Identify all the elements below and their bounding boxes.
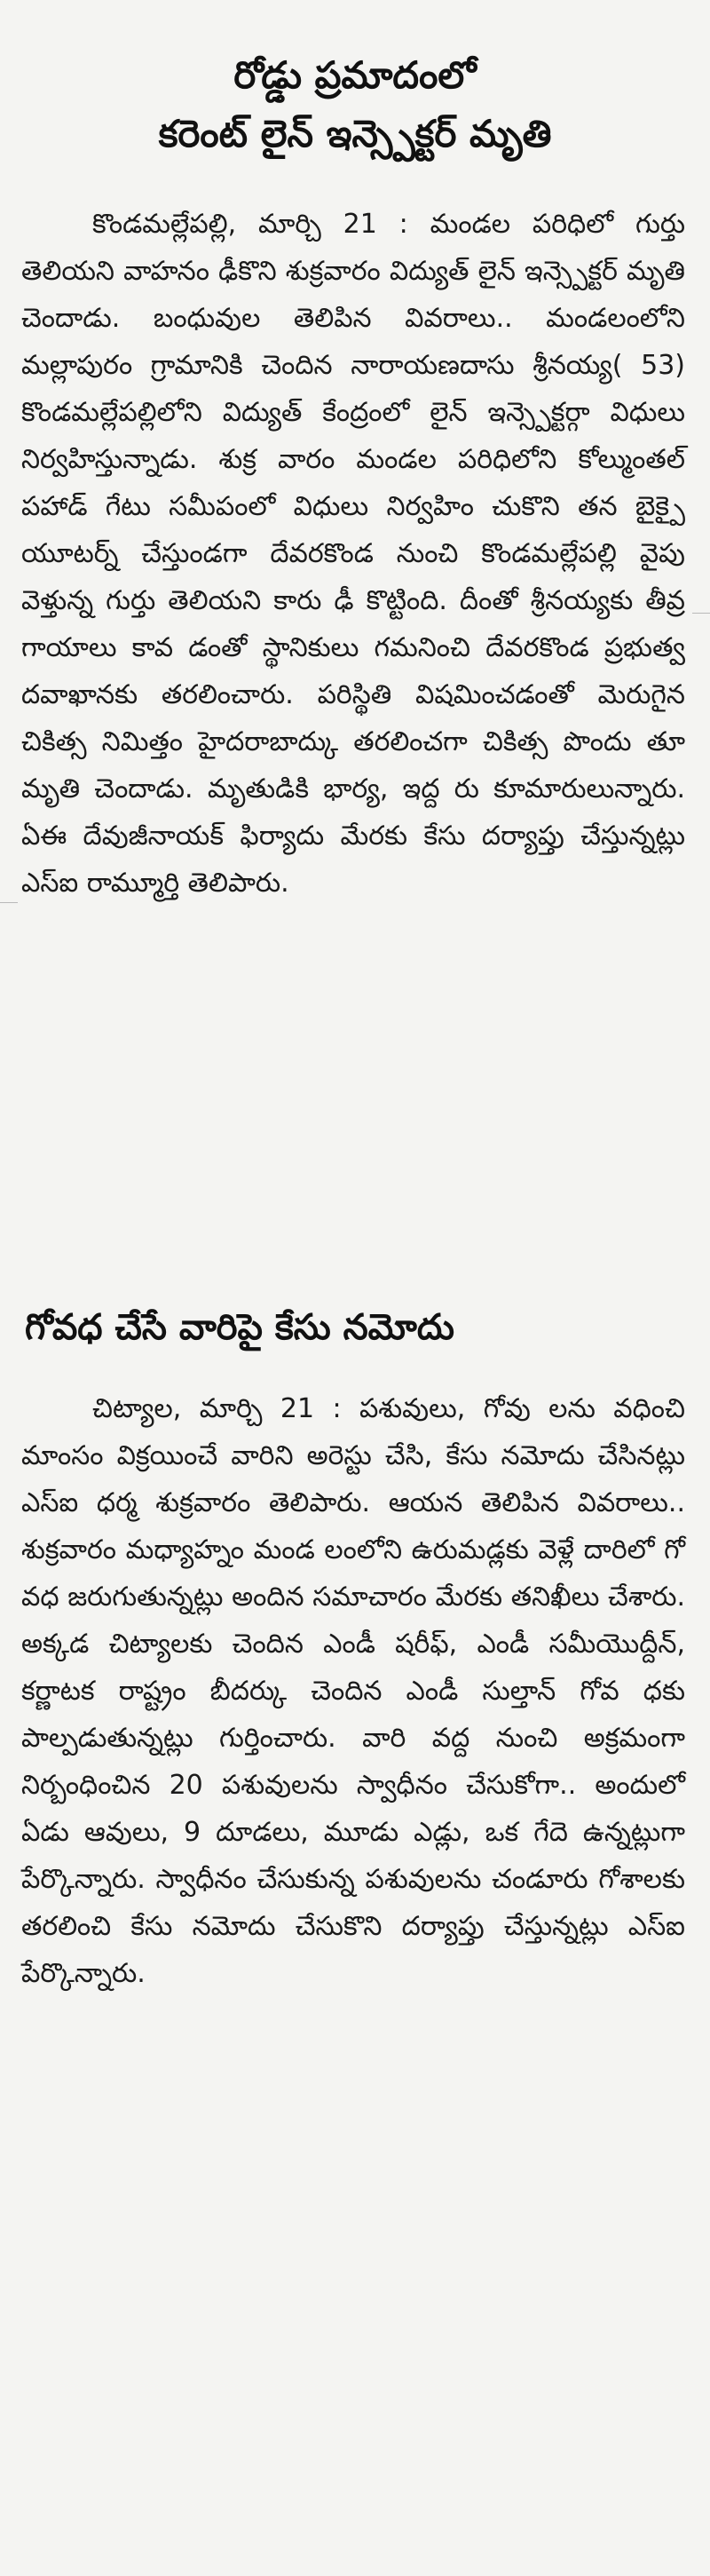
article-1-body: [21, 201, 685, 907]
column-divider-mark: [692, 613, 710, 614]
article-2-headline: గోవధ చేసే వారిపై కేసు నమోదు: [25, 1307, 454, 1348]
column-divider-mark: [0, 902, 18, 903]
article-1-headline-line-2: కరెంట్ లైన్ ఇన్స్పెక్టర్ మృతి: [158, 112, 552, 155]
article-2-text: చిట్యాల, మార్చి 21 : పశువులు, గోవు లను వధించి మాంసం విక్రయించే వారిని అరెస్టు చేసి, కేసు నమోదు చేసినట్లు ఎస్ఐ ధర్మ శుక్రవారం తెలిపారు. ఆయన తెలిపిన వివరాలు.. శుక్రవారం మధ్యాహ్నం మండ లంలోని ఉరుమడ్లకు వెళ్లే దారిలో గో వధ జరుగుతున్నట్లు అందిన సమాచారం మేరకు తనిఖీలు చేశారు. అక్కడ చిట్యాలకు చెందిన ఎండీ షరీఫ్, ఎండీ సమీయొద్దీన్, కర్ణాటక రాష్ట్రం బీదర్కు చెందిన ఎండీ సుల్తాన్ గోవ ధకు పాల్పడుతున్నట్లు గుర్తించారు. వారి వద్ద నుంచి అక్రమంగా నిర్బంధించిన 20 పశువులను స్వాధీనం చేసుకోగా.. అందులో ఏడు ఆవులు, 9 దూడలు, మూడు ఎడ్లు, ఒక గేదె ఉన్నట్లుగా పేర్కొన్నారు. స్వాధీనం చేసుకున్న పశువులను చండూరు గోశాలకు తరలించి కేసు నమోదు చేసుకొని దర్యాప్తు చేస్తున్నట్లు ఎస్ఐ పేర్కొన్నారు.: [21, 1393, 685, 1989]
article-1-text: కొండమల్లేపల్లి, మార్చి 21 : మండల పరిధిలో గుర్తు తెలియని వాహనం ఢీకొని శుక్రవారం విద్యుత్ లైన్ ఇన్స్పెక్టర్ మృతి చెందాడు. బంధువుల తెలిపిన వివరాలు.. మండలంలోని మల్లాపురం గ్రామానికి చెందిన నారాయణదాసు శ్రీనయ్య( 53) కొండమల్లేపల్లిలోని విద్యుత్ కేంద్రంలో లైన్ ఇన్స్పెక్టర్గా విధులు నిర్వహిస్తున్నాడు. శుక్ర వారం మండల పరిధిలోని కోల్ముంతల్ పహాడ్ గేటు సమీపంలో విధులు నిర్వహిం చుకొని తన బైక్పై యూటర్న్ చేస్తుండగా దేవరకొండ నుంచి కొండమల్లేపల్లి వైపు వెళ్తున్న గుర్తు తెలియని కారు ఢీ కొట్టింది. దీంతో శ్రీనయ్యకు తీవ్ర గాయాలు కావ డంతో స్థానికులు గమనించి దేవరకొండ ప్రభుత్వ దవాఖానకు తరలించారు. పరిస్థితి విషమించడంతో మెరుగైన చికిత్స నిమిత్తం హైదరాబాద్కు తరలించగా చికిత్స పొందు తూ మృతి చెందాడు. మృతుడికి భార్య, ఇద్ద రు కూమారులున్నారు. ఏఈ దేవుజీనాయక్ ఫిర్యాదు మేరకు కేసు దర్యాప్తు చేస్తున్నట్లు ఎస్ఐ రామ్మూర్తి తెలిపారు.: [21, 209, 685, 899]
article-2-body: [21, 1385, 685, 1997]
article-1-headline-line-1: రోడ్డు ప్రమాదంలో: [233, 53, 477, 97]
article-1-headline: [18, 46, 692, 163]
